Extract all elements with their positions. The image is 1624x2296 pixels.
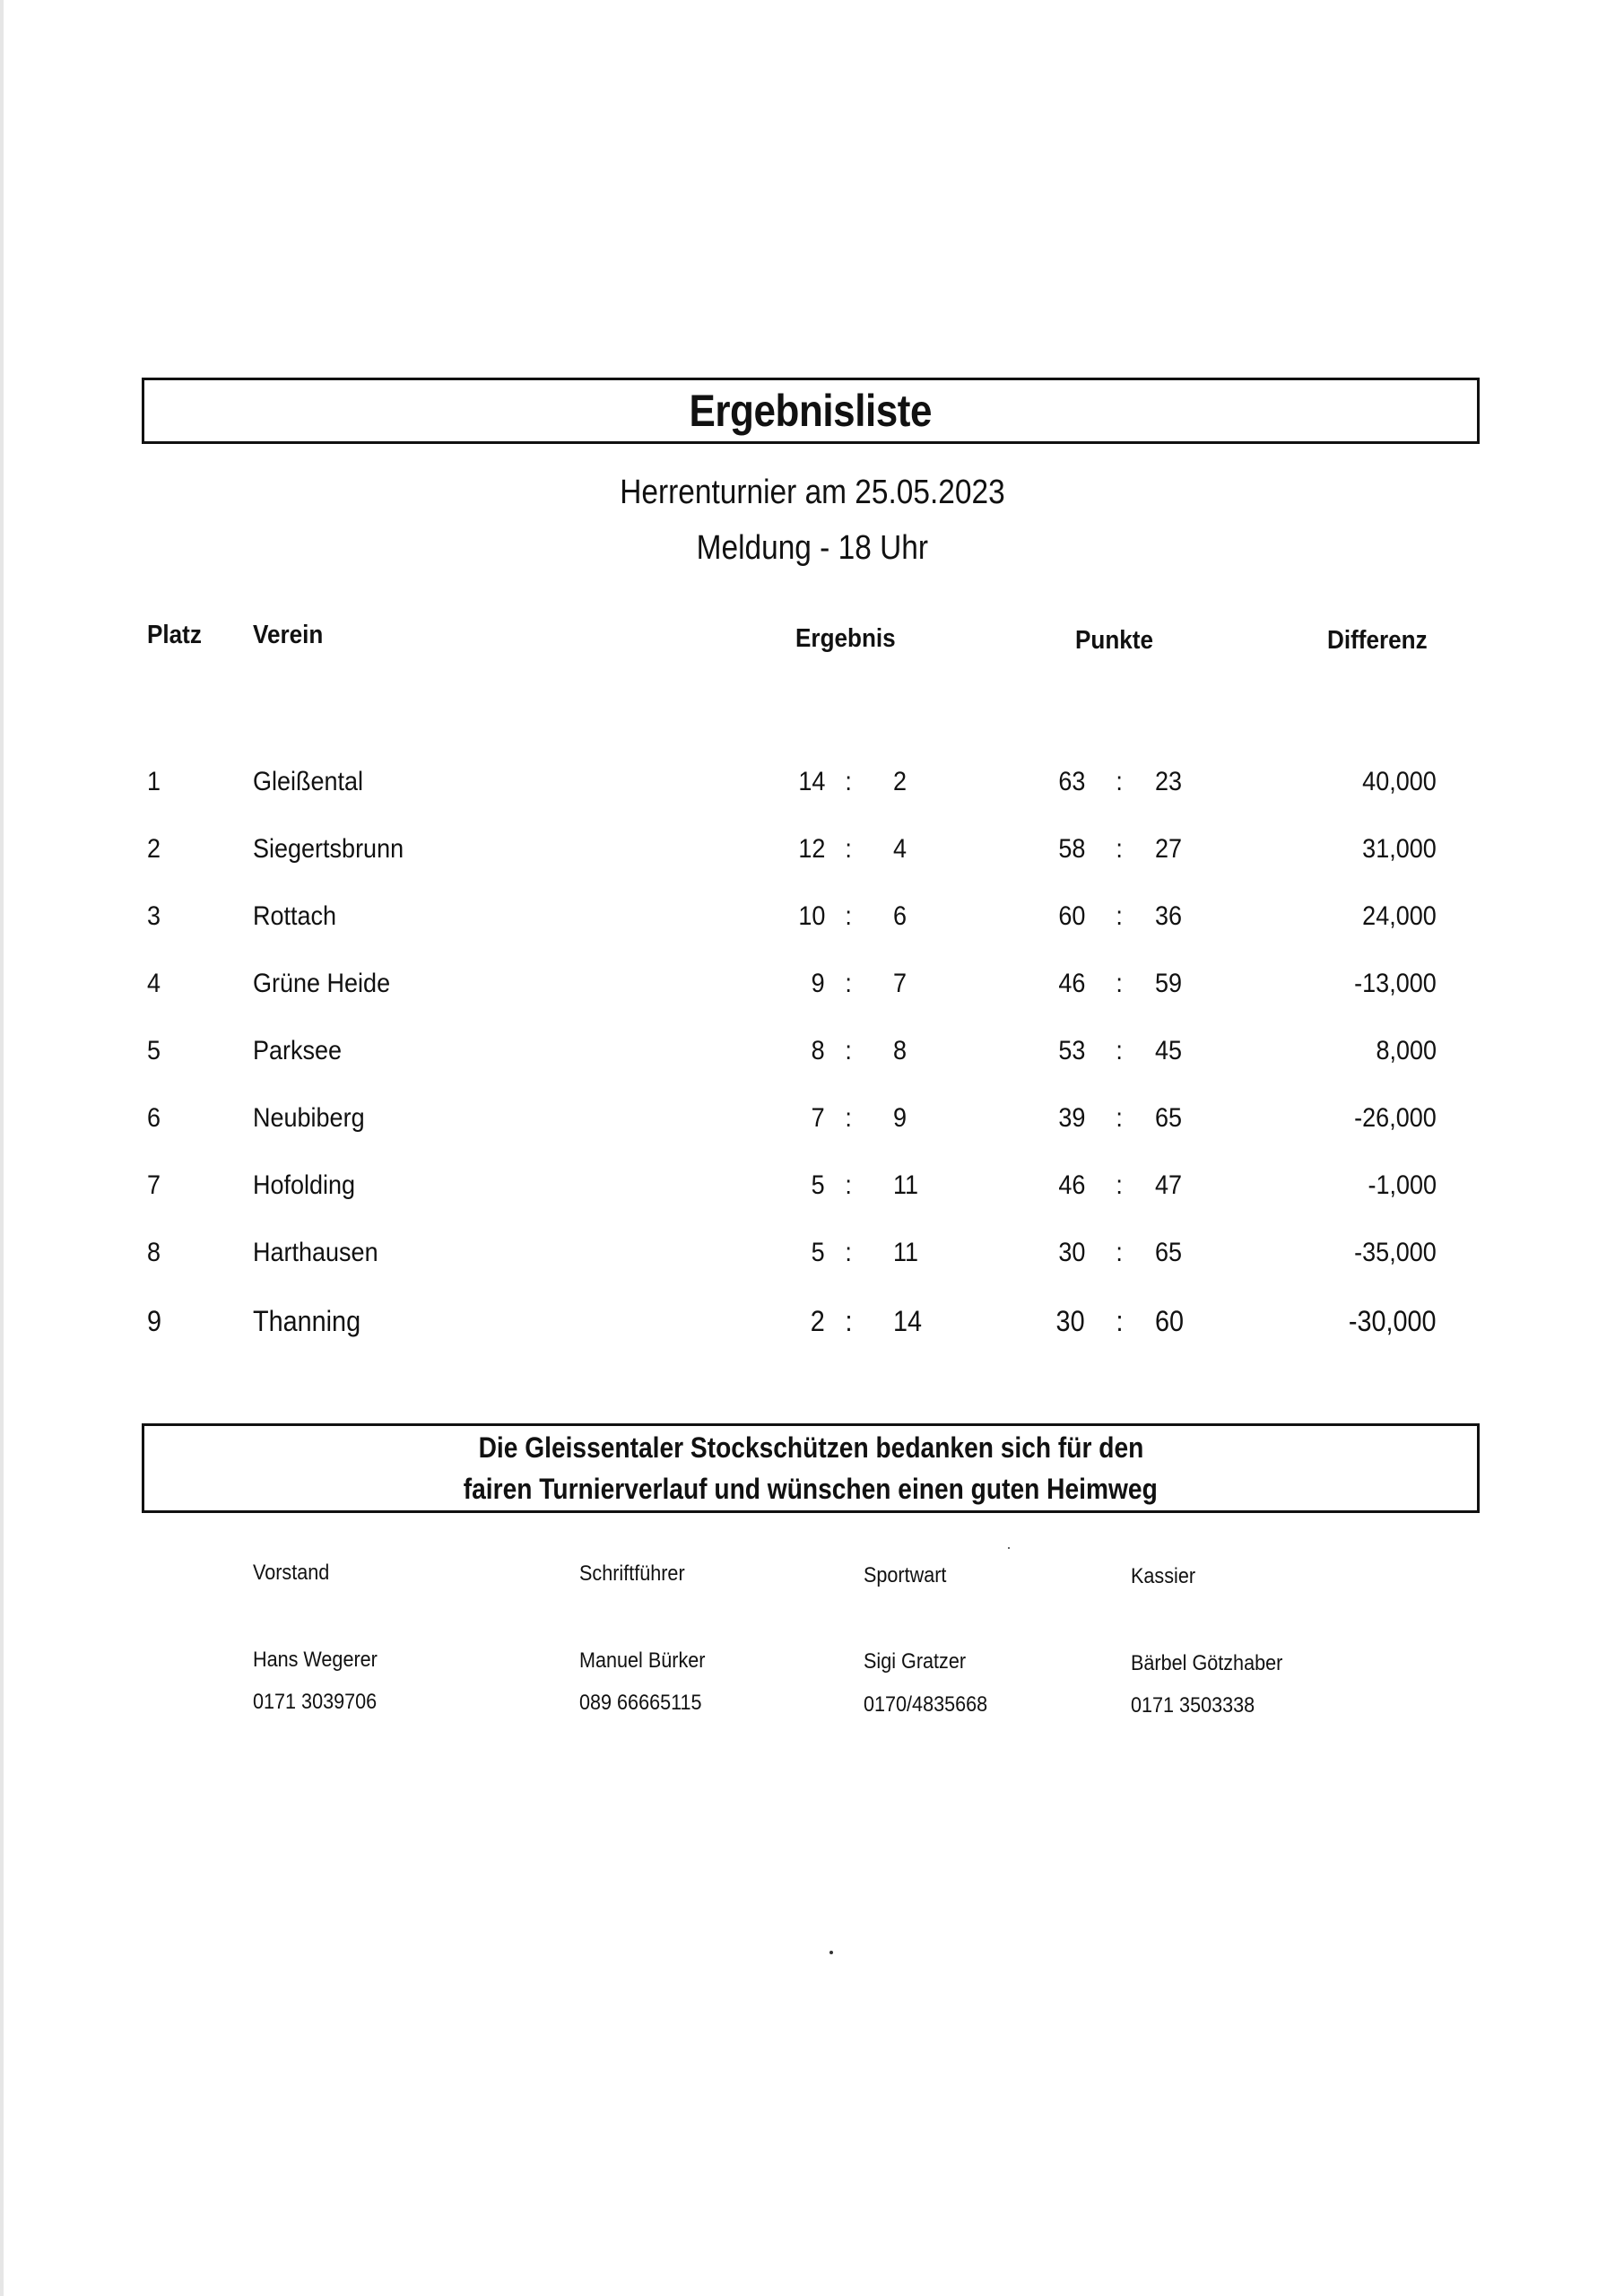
rank-cell: 4 xyxy=(147,969,161,998)
table-row xyxy=(0,1170,1624,1215)
points-against-cell: 36 xyxy=(1155,901,1183,931)
thanks-line-2: fairen Turnierverlauf und wünschen einen guten Heimweg xyxy=(463,1473,1158,1505)
rank-cell: 6 xyxy=(147,1103,161,1133)
result-lost-cell: 2 xyxy=(893,767,908,796)
thanks-line-1: Die Gleissentaler Stockschützen bedanken sich für den xyxy=(478,1431,1143,1464)
club-cell: Harthausen xyxy=(253,1238,378,1267)
result-separator: : xyxy=(845,1036,852,1065)
difference-cell: 31,000 xyxy=(1362,834,1437,864)
table-row xyxy=(0,1036,1624,1081)
points-against-cell: 23 xyxy=(1155,767,1183,796)
contact-phone-sportwart: 0170/4835668 xyxy=(864,1692,988,1717)
table-row xyxy=(0,1103,1624,1148)
club-cell: Rottach xyxy=(253,901,337,931)
table-row xyxy=(0,1305,1624,1350)
points-separator: : xyxy=(1116,834,1123,864)
registration-time-text: Meldung - 18 Uhr xyxy=(696,529,928,567)
contact-name-sportwart: Sigi Gratzer xyxy=(864,1649,967,1674)
result-lost-cell: 4 xyxy=(893,834,908,864)
rank-cell: 2 xyxy=(147,834,161,864)
difference-cell: -1,000 xyxy=(1368,1170,1437,1200)
result-separator: : xyxy=(845,1238,852,1267)
table-row xyxy=(0,901,1624,946)
club-cell: Gleißental xyxy=(253,767,364,796)
result-separator: : xyxy=(845,1103,852,1133)
result-won-cell: 10 xyxy=(797,901,825,931)
title-box xyxy=(142,378,1480,444)
result-lost-cell: 14 xyxy=(893,1305,923,1337)
club-cell: Thanning xyxy=(253,1305,361,1337)
difference-cell: -30,000 xyxy=(1349,1305,1437,1337)
rank-cell: 8 xyxy=(147,1238,161,1267)
difference-cell: 24,000 xyxy=(1362,901,1437,931)
table-row xyxy=(0,969,1624,1013)
points-separator: : xyxy=(1116,969,1123,998)
points-for-cell: 53 xyxy=(1057,1036,1085,1065)
points-separator: : xyxy=(1116,1238,1123,1267)
contact-role-sportwart: Sportwart xyxy=(864,1563,947,1587)
club-cell: Parksee xyxy=(253,1036,343,1065)
result-lost-cell: 8 xyxy=(893,1036,908,1065)
contact-name-kassier: Bärbel Götzhaber xyxy=(1131,1651,1283,1675)
column-header-platz xyxy=(147,621,208,650)
result-won-cell: 8 xyxy=(811,1036,825,1065)
points-separator: : xyxy=(1116,1103,1123,1133)
points-for-cell: 60 xyxy=(1057,901,1085,931)
contact-name-vorstand: Hans Wegerer xyxy=(253,1648,378,1672)
table-row xyxy=(0,1238,1624,1283)
points-against-cell: 47 xyxy=(1155,1170,1183,1200)
result-won-cell: 9 xyxy=(811,969,825,998)
result-separator: : xyxy=(844,1305,852,1337)
club-cell: Grüne Heide xyxy=(253,969,391,998)
registration-time xyxy=(0,529,1624,568)
result-separator: : xyxy=(845,834,852,864)
points-separator: : xyxy=(1116,1036,1123,1065)
rank-cell: 1 xyxy=(147,767,161,796)
column-header-ergebnis-text: Ergebnis xyxy=(795,624,896,653)
result-won-cell: 5 xyxy=(811,1170,825,1200)
result-separator: : xyxy=(845,969,852,998)
result-won-cell: 14 xyxy=(797,767,825,796)
page-title: Ergebnisliste xyxy=(689,386,933,436)
column-header-verein xyxy=(253,621,331,650)
result-lost-cell: 11 xyxy=(893,1238,919,1267)
points-for-cell: 30 xyxy=(1057,1238,1085,1267)
scan-speck xyxy=(829,1951,833,1954)
tournament-subtitle xyxy=(0,474,1624,512)
result-lost-cell: 11 xyxy=(893,1170,919,1200)
points-for-cell: 46 xyxy=(1057,969,1085,998)
club-cell: Neubiberg xyxy=(253,1103,365,1133)
difference-cell: -13,000 xyxy=(1354,969,1437,998)
difference-cell: 40,000 xyxy=(1362,767,1437,796)
tournament-subtitle-text: Herrenturnier am 25.05.2023 xyxy=(619,474,1005,511)
points-against-cell: 27 xyxy=(1155,834,1183,864)
points-against-cell: 65 xyxy=(1155,1238,1183,1267)
points-separator: : xyxy=(1116,1170,1123,1200)
column-header-platz-text: Platz xyxy=(147,621,202,649)
scan-speck xyxy=(1008,1547,1010,1549)
points-against-cell: 45 xyxy=(1155,1036,1183,1065)
scan-page-edge xyxy=(0,0,4,2296)
result-lost-cell: 6 xyxy=(893,901,908,931)
points-for-cell: 58 xyxy=(1057,834,1085,864)
result-separator: : xyxy=(845,901,852,931)
table-row xyxy=(0,834,1624,879)
result-lost-cell: 9 xyxy=(893,1103,908,1133)
rank-cell: 7 xyxy=(147,1170,161,1200)
club-cell: Siegertsbrunn xyxy=(253,834,404,864)
points-for-cell: 63 xyxy=(1057,767,1085,796)
column-header-differenz-text: Differenz xyxy=(1327,626,1428,655)
contact-role-schriftfuehrer: Schriftführer xyxy=(579,1561,685,1586)
column-header-verein-text: Verein xyxy=(253,621,324,649)
points-for-cell: 39 xyxy=(1057,1103,1085,1133)
contact-phone-kassier: 0171 3503338 xyxy=(1131,1693,1255,1718)
column-header-differenz xyxy=(1327,626,1438,656)
points-against-cell: 59 xyxy=(1155,969,1183,998)
result-won-cell: 5 xyxy=(811,1238,825,1267)
points-for-cell: 46 xyxy=(1057,1170,1085,1200)
points-for-cell: 30 xyxy=(1055,1305,1085,1337)
club-cell: Hofolding xyxy=(253,1170,356,1200)
points-separator: : xyxy=(1116,767,1123,796)
contact-phone-schriftfuehrer: 089 66665115 xyxy=(579,1691,702,1715)
rank-cell: 9 xyxy=(147,1305,162,1337)
result-won-cell: 2 xyxy=(810,1305,825,1337)
points-separator: : xyxy=(1115,1305,1123,1337)
difference-cell: -26,000 xyxy=(1354,1103,1437,1133)
result-won-cell: 12 xyxy=(797,834,825,864)
result-separator: : xyxy=(845,767,852,796)
column-header-ergebnis xyxy=(795,624,907,654)
rank-cell: 5 xyxy=(147,1036,161,1065)
result-lost-cell: 7 xyxy=(893,969,908,998)
points-separator: : xyxy=(1116,901,1123,931)
contact-role-vorstand: Vorstand xyxy=(253,1561,330,1585)
contact-name-schriftfuehrer: Manuel Bürker xyxy=(579,1648,706,1673)
contact-phone-vorstand: 0171 3039706 xyxy=(253,1690,378,1714)
result-separator: : xyxy=(845,1170,852,1200)
difference-cell: 8,000 xyxy=(1376,1036,1437,1065)
table-row xyxy=(0,767,1624,812)
rank-cell: 3 xyxy=(147,901,161,931)
points-against-cell: 65 xyxy=(1155,1103,1183,1133)
result-won-cell: 7 xyxy=(811,1103,825,1133)
points-against-cell: 60 xyxy=(1155,1305,1185,1337)
difference-cell: -35,000 xyxy=(1354,1238,1437,1267)
column-header-punkte-text: Punkte xyxy=(1075,626,1154,655)
column-header-punkte xyxy=(1075,626,1162,656)
thanks-message-box xyxy=(142,1423,1480,1513)
contact-role-kassier: Kassier xyxy=(1131,1564,1196,1588)
